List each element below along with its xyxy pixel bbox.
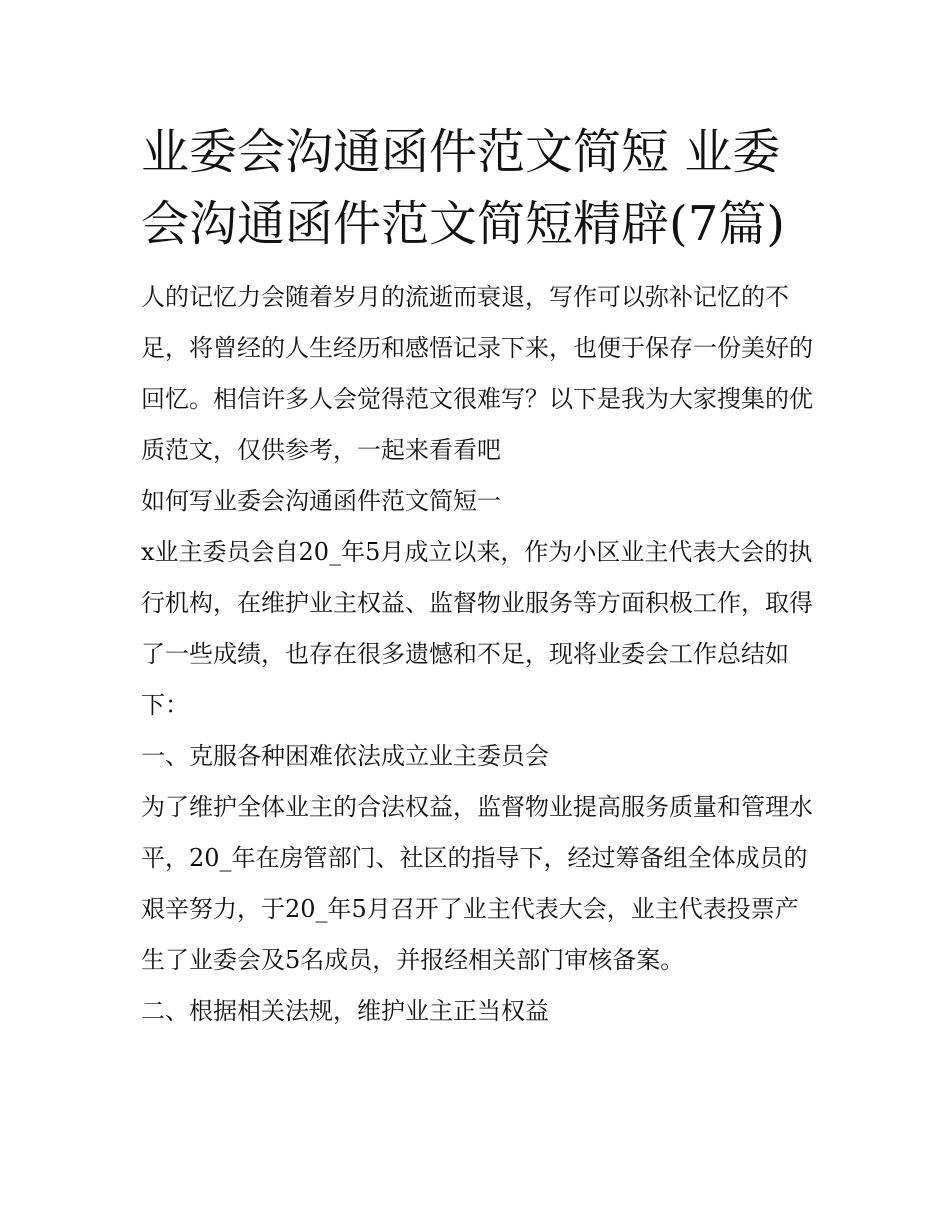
document-page: [141, 116, 813, 1037]
subheading-2: 二、根据相关法规，维护业主正当权益: [141, 997, 549, 1025]
section-heading-1: 如何写业委会沟通函件范文简短一: [141, 487, 501, 515]
body-paragraph-1: x业主委员会自20_年5月成立以来，作为小区业主代表大会的执行机构，在维护业主权益、监督物业服务等方面积极工作，取得了一些成绩，也存在很多遗憾和不足，现将业委会工作总结如下：: [141, 538, 813, 719]
document-body: [141, 272, 813, 1037]
document-title: 业委会沟通函件范文简短 业委会沟通函件范文简短精辟(7篇): [141, 124, 785, 252]
body-paragraph-2: 为了维护全体业主的合法权益，监督物业提高服务质量和管理水平，20_年在房管部门、社区的指导下，经过筹备组全体成员的艰辛努力，于20_年5月召开了业主代表大会，业主代表投票产生了业委会及5名成员，并报经相关部门审核备案。: [141, 793, 813, 974]
subheading-1: 一、克服各种困难依法成立业主委员会: [141, 742, 549, 770]
intro-paragraph: 人的记忆力会随着岁月的流逝而衰退，写作可以弥补记忆的不足，将曾经的人生经历和感悟记录下来，也便于保存一份美好的回忆。相信许多人会觉得范文很难写？以下是我为大家搜集的优质范文，仅供参考，一起来看看吧: [141, 283, 813, 464]
